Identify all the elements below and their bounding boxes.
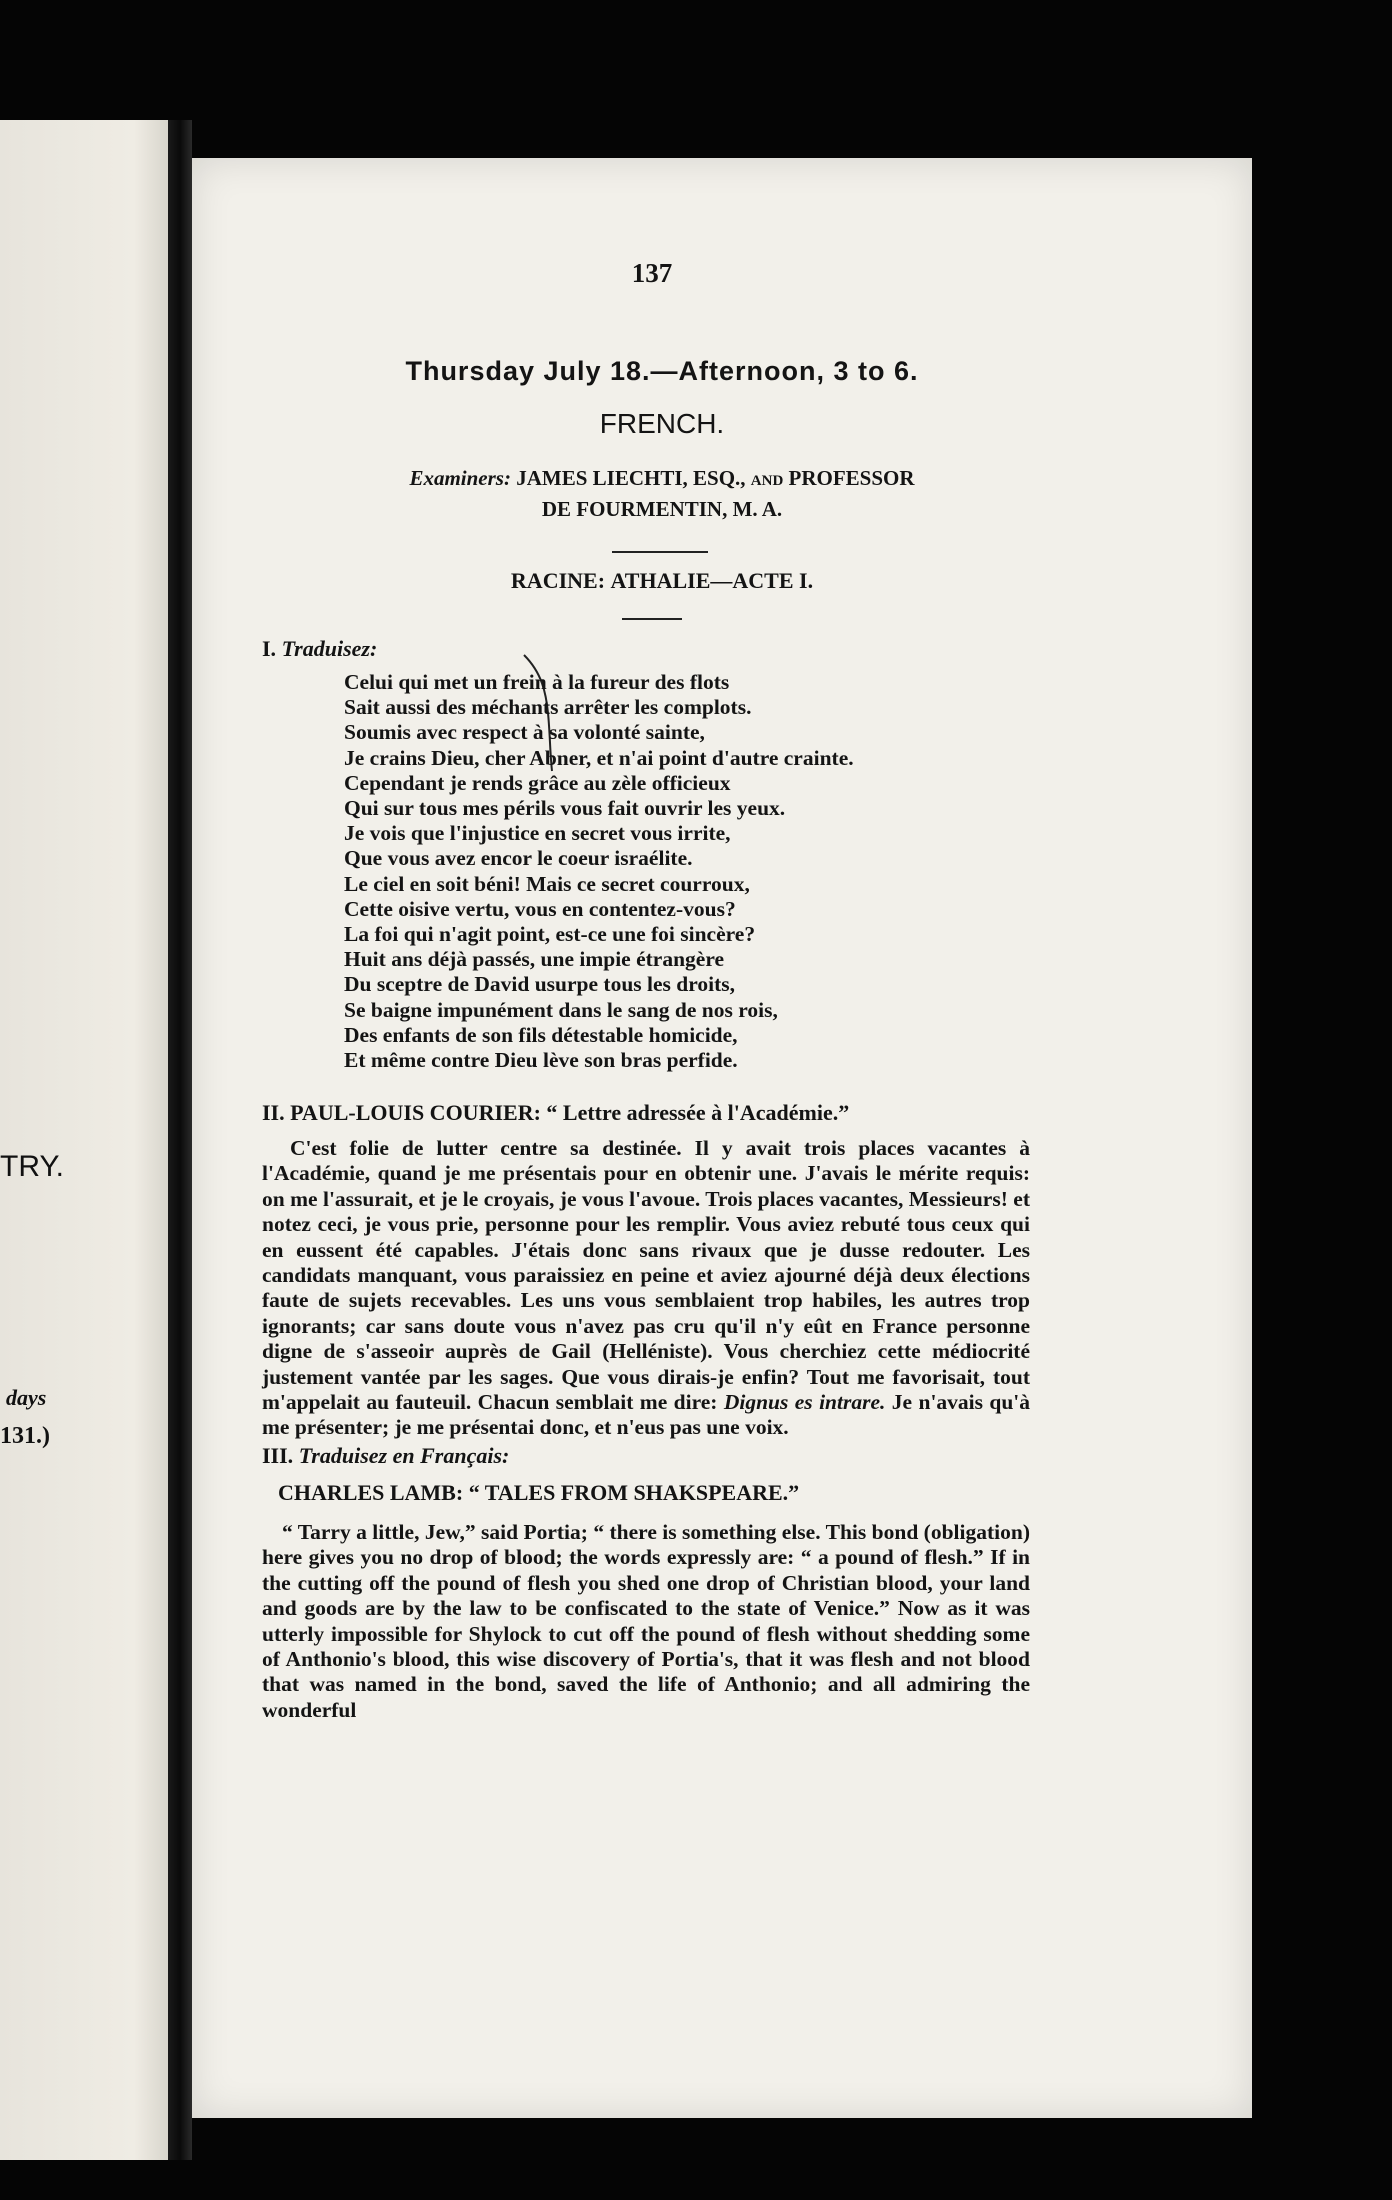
courier-passage	[262, 1136, 1030, 1441]
courier-author: PAUL-LOUIS COURIER:	[290, 1100, 541, 1125]
section-heading-racine	[262, 568, 1062, 594]
verse-line: Et même contre Dieu lève son bras perfide.	[344, 1048, 738, 1073]
verse-line: Des enfants de son fils détestable homicide,	[344, 1022, 738, 1047]
book-gutter	[168, 120, 192, 2160]
question-number: III.	[262, 1443, 294, 1468]
verse-line: Du sceptre de David usurpe tous les droits,	[344, 972, 736, 997]
page-number: 137	[631, 258, 673, 288]
divider-rule	[622, 618, 682, 620]
previous-page-fragment	[0, 120, 168, 2160]
lamb-heading	[278, 1480, 799, 1506]
lamb-passage: “ Tarry a little, Jew,” said Portia; “ there is something else. This bond (obligation) here gives you no drop of blood; the words expressly are: “ a pound of flesh.” If in the cutting off the pound of flesh you shed one drop of Christian blood, your land and goods are by the law to be confiscated to the state of Venice.” Now as it was utterly impossible for Shylock to cut off the pound of flesh without shedding some of Anthonio's blood, this wise discovery of Portia's, that it was flesh and not blood that was named in the bond, saved the life of Anthonio; and all admiring the wonderful	[262, 1520, 1030, 1722]
verse-line: Le ciel en soit béni! Mais ce secret courroux,	[344, 871, 750, 896]
examiners-block	[262, 463, 1062, 525]
examiners-names: JAMES LIECHTI, ESQ., and PROFESSOR	[516, 466, 915, 490]
left-page-text: 131.)	[0, 1423, 50, 1449]
left-page-text: days	[6, 1385, 47, 1410]
passage-text: C'est folie de lutter centre sa destinée. Il y avait trois places vacantes à l'Académie, quand je me présentais pour en obtenir une. J'avais le mérite requis: on me l'assurait, et je le croyais, je vous l'avoue. Trois places vacantes, Messieurs! et notez ceci, je vous prie, personne pour les remplir. Vous aviez rebuté tous ceux qui en eussent été capables. J'étais donc sans rivaux que je dusse redouter. Les candidats manquant, vous paraissiez en peine et aviez ajourné déjà deux élections faute de sujets recevables. Les uns vous semblaient trop habiles, les autres trop ignorants; car sans doute vous n'avez pas cru qu'il n'y eût en France personne digne de s'asseoir auprès de Gail (Helléniste). Vous cherchiez cette médiocrité justement vantée par les sages. Que vous dirais-je enfin? Tout me favorisait, tout m'appelait au fauteuil. Chacun semblait me dire:	[262, 1136, 1030, 1415]
question-instruction: Traduisez:	[281, 636, 378, 661]
verse-line: Soumis avec respect à sa volonté sainte,	[344, 720, 705, 745]
verse-line: Huit ans déjà passés, une impie étrangère	[344, 947, 725, 972]
verse-line: Sait aussi des méchants arrêter les complots.	[344, 695, 752, 720]
exam-page	[192, 158, 1252, 2118]
divider-rule	[612, 551, 708, 553]
verse-line: Je crains Dieu, cher Abner, et n'ai point d'autre crainte.	[344, 745, 854, 770]
question-3-label	[262, 1443, 509, 1469]
verse-line: Celui qui met un frein à la fureur des flots	[344, 670, 730, 694]
question-1-label	[262, 636, 377, 662]
left-page-text: TRY.	[0, 1150, 64, 1183]
subject-heading: FRENCH.	[599, 408, 725, 439]
racine-author: RACINE:	[510, 568, 606, 593]
examiners-label: Examiners:	[409, 466, 511, 490]
verse-line: Je vois que l'injustice en secret vous irrite,	[344, 821, 731, 846]
question-number: II.	[262, 1100, 285, 1125]
session-heading: Thursday July 18.—Afternoon, 3 to 6.	[405, 356, 919, 386]
verse-line: Que vous avez encor le coeur israélite.	[344, 846, 693, 871]
verse-line: Cette oisive vertu, vous en contentez-vous?	[344, 896, 736, 921]
verse-line: La foi qui n'agit point, est-ce une foi sincère?	[344, 922, 756, 947]
examiners-line-1	[262, 463, 1062, 494]
verse-line: Qui sur tous mes périls vous fait ouvrir les yeux.	[344, 796, 786, 821]
question-number: I.	[262, 636, 277, 661]
question-instruction: Traduisez en Français:	[298, 1443, 510, 1468]
lamb-title: “ TALES FROM SHAKSPEARE.”	[468, 1480, 800, 1505]
verse-line: Cependant je rends grâce au zèle officieux	[344, 770, 731, 795]
courier-title: “ Lettre adressée à l'Académie.”	[546, 1100, 850, 1125]
passage-text: Je n'avais qu'à me présenter; je me présentai donc, et n'eus pas une voix.	[262, 1390, 1031, 1440]
latin-phrase: Dignus es intrare.	[723, 1390, 886, 1415]
question-2-label	[262, 1100, 1022, 1126]
racine-work: ATHALIE—ACTE I.	[610, 568, 814, 593]
lamb-author: CHARLES LAMB:	[278, 1480, 464, 1505]
examiners-line-2: DE FOURMENTIN, M. A.	[541, 497, 783, 521]
verse-line: Se baigne impunément dans le sang de nos rois,	[344, 997, 778, 1022]
verse-passage	[344, 670, 1024, 1073]
